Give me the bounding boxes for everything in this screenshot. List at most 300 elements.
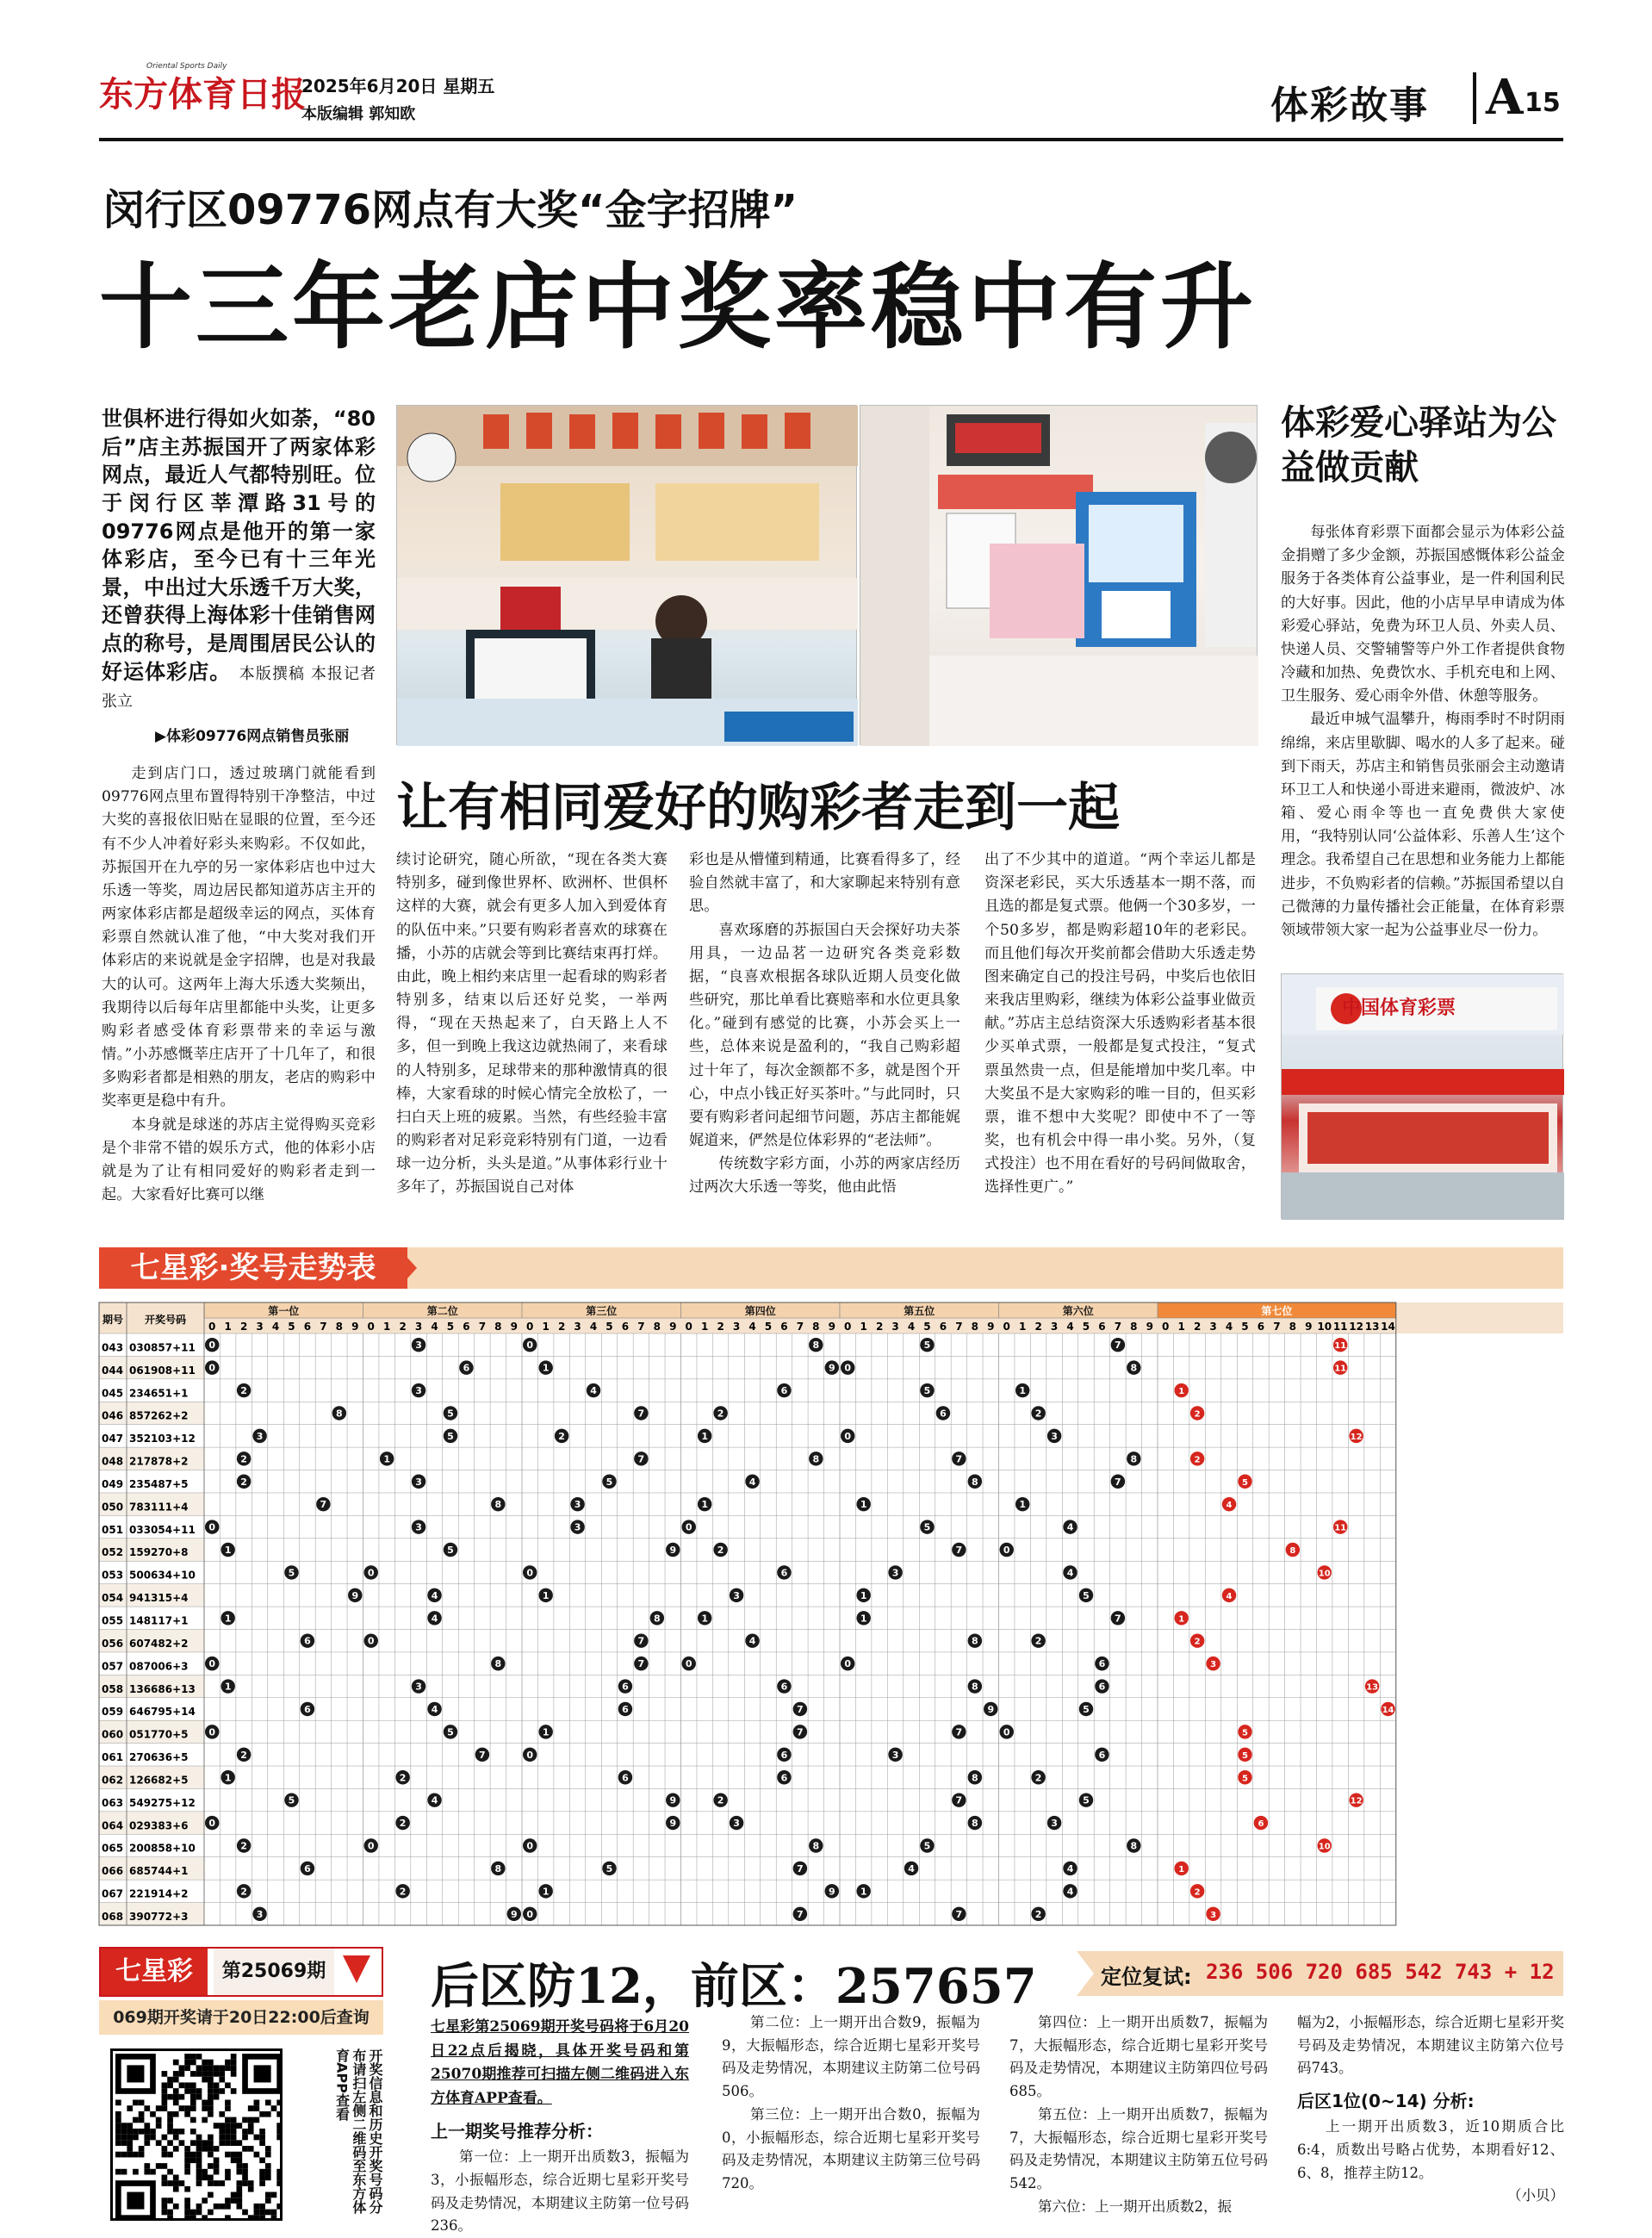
qr-module (133, 2129, 139, 2135)
table-border (99, 1302, 1396, 1925)
front-ball-digit: 0 (208, 1521, 216, 1533)
front-ball-digit: 3 (415, 1476, 422, 1488)
digit-header: 11 (1332, 1321, 1348, 1333)
qr-module (265, 2152, 271, 2158)
digit-header: 14 (1381, 1321, 1395, 1333)
digit-header: 7 (478, 1321, 487, 1333)
qr-module (202, 2215, 208, 2221)
front-ball-digit: 1 (224, 1772, 232, 1784)
qr-module (190, 2105, 196, 2111)
draw-numbers: 221914+2 (129, 1887, 189, 1900)
qr-module (208, 2192, 214, 2198)
paragraph: 第一位：上一期开出质数3，振幅为3，小振幅形态，综合近期七星彩开奖号码及走势情况，本期建议主防第一位号码236。 (431, 2148, 689, 2235)
issue-number: 050 (102, 1501, 124, 1514)
qr-module (196, 2210, 202, 2216)
qr-module (202, 2105, 208, 2111)
issue-number: 063 (102, 1796, 124, 1809)
back-ball-digit: 1 (1178, 1864, 1185, 1874)
back-ball-digit: 5 (1241, 1774, 1248, 1784)
qr-module (248, 2180, 254, 2186)
front-ball-digit: 3 (415, 1521, 422, 1533)
qr-module (173, 2204, 179, 2210)
qr-module (190, 2117, 196, 2123)
qr-module (139, 2117, 145, 2123)
front-ball-digit: 6 (622, 1703, 629, 1715)
front-ball-digit: 1 (224, 1681, 232, 1693)
qr-module (156, 2140, 162, 2146)
qr-module (259, 2210, 265, 2216)
qr-module (236, 2204, 242, 2210)
masthead-rule (99, 138, 1563, 141)
newspaper-logo: 东方体育日报 (99, 75, 306, 115)
front-ball-digit: 5 (923, 1340, 931, 1352)
qr-module (276, 2123, 283, 2129)
digit-header: 7 (796, 1321, 804, 1333)
qr-module (231, 2192, 237, 2198)
back-ball-digit: 12 (1350, 1796, 1363, 1806)
front-ball-digit: 3 (415, 1385, 422, 1397)
qr-finder (127, 2192, 144, 2210)
front-ball-digit: 4 (431, 1589, 438, 1601)
qr-module (184, 2065, 190, 2071)
digit-header: 3 (1050, 1321, 1059, 1333)
sidebar-column (1281, 521, 1565, 942)
front-ball-digit: 6 (622, 1772, 629, 1784)
front-ball-digit: 8 (494, 1499, 502, 1511)
qr-module (208, 2088, 214, 2094)
qr-module (254, 2152, 260, 2158)
qr-module (184, 2152, 190, 2158)
qr-module (208, 2100, 214, 2106)
author-signature: （小贝） (1507, 2187, 1564, 2204)
qr-module (190, 2088, 196, 2094)
qr-module (162, 2204, 168, 2210)
paragraph: 第六位：上一期开出质数2，振 (1038, 2198, 1232, 2215)
front-ball-digit: 1 (860, 1613, 867, 1625)
digit-header: 3 (574, 1321, 581, 1333)
byline: 本版撰稿 本报记者 张立 (102, 664, 376, 712)
qr-module (231, 2065, 237, 2071)
digit-header: 9 (987, 1321, 995, 1333)
qr-module (248, 2117, 254, 2123)
front-ball-digit: 7 (637, 1408, 645, 1420)
front-ball-digit: 3 (415, 1340, 422, 1352)
front-ball-digit: 8 (971, 1818, 978, 1830)
digit-header: 7 (1273, 1321, 1281, 1333)
qr-module (173, 2135, 179, 2141)
draw-numbers: 500634+10 (129, 1569, 196, 1582)
qr-module (259, 2135, 265, 2141)
qr-module (214, 2082, 220, 2088)
qr-module (208, 2210, 214, 2216)
store-counter-photo (396, 405, 857, 745)
front-ball-digit: 6 (622, 1681, 629, 1693)
qr-module (167, 2198, 173, 2204)
draw-numbers: 646795+14 (129, 1706, 196, 1719)
qr-module (190, 2094, 196, 2100)
front-ball-digit: 3 (574, 1499, 581, 1511)
front-ball-digit: 5 (447, 1545, 454, 1557)
qr-module (214, 2180, 220, 2186)
front-ball-digit: 0 (526, 1749, 534, 1761)
qr-module (150, 2111, 156, 2117)
qr-module (190, 2082, 196, 2088)
issue-number: 043 (102, 1341, 124, 1354)
front-ball-digit: 2 (1034, 1908, 1042, 1920)
qr-code-icon[interactable] (110, 2048, 283, 2221)
draw-numbers: 159270+8 (129, 1546, 189, 1559)
qr-module (184, 2146, 190, 2152)
qr-module (167, 2117, 173, 2123)
qr-module (276, 2180, 283, 2186)
front-ball-digit: 0 (685, 1658, 692, 1670)
front-ball-digit: 0 (685, 1521, 692, 1533)
qr-module (208, 2065, 214, 2071)
fixed-combo-label: 定位复试: (1101, 1965, 1192, 1989)
qr-module (162, 2105, 168, 2111)
qr-module (219, 2180, 225, 2186)
front-ball-digit: 6 (780, 1749, 788, 1761)
qr-module (173, 2180, 179, 2186)
analysis-title: 上一期奖号推荐分析： (431, 2121, 603, 2142)
front-ball-digit: 6 (780, 1567, 788, 1579)
qr-module (265, 2111, 271, 2117)
qr-module (219, 2065, 225, 2071)
digit-header: 3 (1209, 1321, 1217, 1333)
draw-numbers: 029383+6 (129, 1819, 189, 1832)
front-ball-digit: 9 (828, 1886, 835, 1898)
qr-module (144, 2163, 150, 2169)
numbers-column-header: 开奖号码 (144, 1314, 187, 1326)
front-ball-digit: 5 (1083, 1589, 1090, 1601)
front-ball-digit: 3 (733, 1818, 740, 1830)
qr-module (276, 2169, 283, 2175)
digit-header: 1 (700, 1321, 709, 1333)
digit-header: 7 (320, 1321, 327, 1333)
qr-module (231, 2123, 237, 2129)
back-ball-digit: 5 (1241, 1728, 1248, 1738)
qr-module (208, 2060, 214, 2066)
front-ball-digit: 0 (526, 1908, 534, 1920)
qr-module (214, 2088, 220, 2094)
paragraph: 第二位：上一期开出合数9，振幅为9，大振幅形态，综合近期七星彩开奖号码及走势情况，本期建议主防第二位号码506。 (722, 2014, 980, 2100)
front-ball-digit: 3 (891, 1567, 899, 1579)
qr-module (231, 2157, 237, 2163)
qr-module (231, 2129, 237, 2135)
digit-header: 1 (382, 1321, 391, 1333)
qr-module (236, 2163, 242, 2169)
lottery-issue: 第25069期 (214, 1949, 334, 1995)
paragraph: 续讨论研究，随心所欲，“现在各类大赛特别多，碰到像世界杯、欧洲杯、世俱杯这样的大赛，就会有更多人加入到爱体育的队伍中来。”只要有购彩者喜欢的球赛在播，小苏的店就会等到比赛结束再打烊。由此，晚上相约来店里一起看球的购彩者特别多，结束以后还好兑奖，一举两得，“现在天热起来了，白天路上人不多，但一到晚上我这边就热闹了，来看球的人特别多，足球带来的那种激情真的很棒，大家看球的时候心情完全放松了，一扫白天上班的疲累。当然，有些经验丰富的购彩者对足彩竞彩特别有门道，一边看球一边分析，头头是道。”从事体彩行业十多年了，苏振国说自己对体 (396, 851, 668, 1197)
front-ball-digit: 8 (1130, 1453, 1138, 1465)
qr-module (202, 2169, 208, 2175)
front-ball-digit: 8 (494, 1862, 502, 1874)
front-ball-digit: 2 (240, 1385, 247, 1397)
front-ball-digit: 1 (1019, 1385, 1027, 1397)
front-ball-digit: 7 (1115, 1476, 1121, 1488)
back-ball-digit: 5 (1241, 1477, 1248, 1488)
front-ball-digit: 8 (494, 1658, 502, 1670)
section-title: 体彩故事 (1270, 84, 1429, 127)
lottery-store-front-photo (1281, 973, 1563, 1219)
qr-module (184, 2105, 190, 2111)
qr-module (214, 2169, 220, 2175)
front-ball-digit: 0 (844, 1430, 852, 1442)
qr-module (219, 2129, 225, 2135)
qr-module (236, 2198, 242, 2204)
qr-module (190, 2100, 196, 2106)
analysis-column-3 (1009, 2011, 1268, 2218)
qr-module (173, 2174, 179, 2180)
front-ball-digit: 1 (701, 1499, 709, 1511)
qr-module (208, 2180, 214, 2186)
front-ball-digit: 4 (431, 1703, 438, 1715)
back-ball-digit: 10 (1318, 1842, 1331, 1852)
qr-module (276, 2174, 283, 2180)
draw-numbers: 235487+5 (129, 1477, 189, 1490)
draw-numbers: 126682+5 (129, 1774, 189, 1787)
front-ball-digit: 8 (1130, 1362, 1138, 1374)
digit-header: 6 (463, 1321, 470, 1333)
qr-module (248, 2123, 254, 2129)
qr-module (115, 2129, 121, 2135)
qr-finder (127, 2065, 144, 2082)
qr-module (162, 2163, 168, 2169)
digit-header: 1 (542, 1321, 550, 1333)
qr-module (214, 2094, 220, 2100)
front-ball-digit: 6 (304, 1703, 311, 1715)
front-ball-digit: 6 (780, 1385, 788, 1397)
front-ball-digit: 8 (971, 1476, 978, 1488)
qr-module (190, 2054, 196, 2060)
analysis-column-4 (1297, 2011, 1564, 2208)
qr-module (196, 2152, 202, 2158)
digit-header: 0 (367, 1321, 375, 1333)
back-ball-digit: 10 (1318, 1569, 1331, 1579)
qr-module (162, 2071, 168, 2077)
qr-module (196, 2146, 202, 2152)
qr-module (144, 2169, 150, 2175)
qr-module (190, 2129, 196, 2135)
draw-numbers: 549275+12 (129, 1796, 196, 1809)
front-ball-digit: 1 (542, 1726, 550, 1738)
digit-header: 9 (828, 1321, 835, 1333)
qr-module (248, 2146, 254, 2152)
qr-module (225, 2215, 231, 2221)
trend-title-arrow (398, 1247, 417, 1289)
qr-module (236, 2152, 242, 2158)
qr-module (190, 2060, 196, 2066)
front-ball-digit: 3 (574, 1521, 581, 1533)
qr-module (225, 2204, 231, 2210)
qr-module (259, 2180, 265, 2186)
qr-module (259, 2157, 265, 2163)
front-ball-digit: 7 (955, 1545, 963, 1557)
qr-module (219, 2204, 225, 2210)
digit-header: 2 (399, 1321, 407, 1333)
front-ball-digit: 2 (399, 1818, 407, 1830)
front-ball-digit: 7 (955, 1908, 963, 1920)
digit-header: 2 (239, 1321, 248, 1333)
front-ball-digit: 0 (208, 1818, 216, 1830)
qr-module (115, 2169, 121, 2175)
digit-header: 5 (446, 1321, 455, 1333)
qr-module (167, 2169, 173, 2175)
digit-header: 8 (653, 1321, 661, 1333)
front-ball-digit: 0 (367, 1567, 375, 1579)
digit-header: 3 (891, 1321, 899, 1333)
lead-text: 世俱杯进行得如火如荼，“80后”店主苏振国开了两家体彩网点，最近人气都特别旺。位于闵行区莘潭路31号的09776网点是他开的第一家体彩店，至今已有十三年光景，中出过大乐透千万大奖，还曾获得上海体彩十佳销售网点的称号，是周围居民公认的好运体彩店。 (102, 407, 376, 684)
position-header: 第七位 (1261, 1305, 1293, 1317)
page-number: 15 (1525, 88, 1561, 118)
issue-column-header: 期号 (102, 1314, 124, 1326)
qr-module (167, 2210, 173, 2216)
front-ball-digit: 0 (844, 1362, 852, 1374)
digit-header: 1 (860, 1321, 867, 1333)
paragraph: 每张体育彩票下面都会显示为体彩公益金捐赠了多少金额，苏振国感慨体彩公益金服务于各类体育公益事业，是一件利国利民的大好事。因此，他的小店早早申请成为体彩爱心驿站，免费为环卫人员、外卖人员、快递人员、交警辅警等户外工作者提供食物冷藏和加热、免费饮水、手机充电和上网、卫生服务、爱心雨伞外借、休憩等服务。 (1281, 524, 1565, 706)
front-ball-digit: 2 (1034, 1635, 1042, 1647)
paragraph: 喜欢琢磨的苏振国白天会探好功夫茶用具，一边品茗一边研究各类竞彩数据，“良喜欢根据各球队近期人员变化做些研究，那比单看比赛赔率和水位更具象化。”碰到有感觉的比赛，小苏会买上一些，总体来说是盈利的，“我自己购彩超过十年了，每次金额都不多，就是图个开心，中点小钱正好买茶叶。”与此同时，只要有购彩者问起细节问题，苏店主都能娓娓道来，俨然是位体彩界的“老法师”。 (689, 921, 960, 1150)
qr-module (202, 2100, 208, 2106)
front-ball-digit: 2 (240, 1476, 247, 1488)
qr-module (225, 2174, 231, 2180)
qr-module (225, 2169, 231, 2175)
qr-module (184, 2210, 190, 2216)
front-ball-digit: 8 (971, 1772, 978, 1784)
qr-module (133, 2135, 139, 2141)
front-ball-digit: 8 (1130, 1840, 1138, 1852)
store-sign-text: 中国体育彩票 (1342, 998, 1456, 1019)
qr-module (115, 2111, 121, 2117)
qr-module (156, 2163, 162, 2169)
subheadline: 让有相同爱好的购彩者走到一起 (396, 778, 1120, 838)
digit-header: 6 (1098, 1321, 1106, 1333)
front-ball-digit: 4 (431, 1613, 438, 1625)
draw-numbers: 234651+1 (129, 1387, 189, 1400)
digit-header: 4 (589, 1321, 598, 1333)
qr-module (225, 2100, 231, 2106)
front-ball-digit: 3 (733, 1589, 740, 1601)
qr-module (190, 2152, 196, 2158)
front-ball-digit: 1 (224, 1613, 232, 1625)
front-ball-digit: 5 (923, 1521, 931, 1533)
qr-module (179, 2065, 185, 2071)
qr-module (265, 2192, 271, 2198)
draw-numbers: 783111+4 (129, 1501, 189, 1514)
trend-table (99, 1302, 1563, 1925)
qr-module (162, 2174, 168, 2180)
digit-header: 8 (812, 1321, 820, 1333)
qr-module (214, 2146, 220, 2152)
qr-module (254, 2210, 260, 2216)
front-ball-digit: 5 (1083, 1794, 1090, 1806)
qr-module (184, 2215, 190, 2221)
qr-module (179, 2082, 185, 2088)
issue-number: 065 (102, 1842, 124, 1855)
qr-module (184, 2169, 190, 2175)
issue-number: 057 (102, 1660, 124, 1673)
qr-module (115, 2100, 121, 2106)
back-ball-digit: 3 (1210, 1910, 1217, 1920)
draw-numbers: 941315+4 (129, 1592, 189, 1605)
draw-numbers: 270636+5 (129, 1751, 189, 1764)
digit-header: 5 (1082, 1321, 1090, 1333)
qr-module (127, 2129, 133, 2135)
draw-numbers: 148117+1 (129, 1614, 189, 1627)
qr-module (271, 2192, 277, 2198)
digit-header: 3 (414, 1321, 423, 1333)
fixed-combo-value: 236 506 720 685 542 743 + 12 (1206, 1960, 1555, 1984)
qr-module (184, 2163, 190, 2169)
front-ball-digit: 1 (1019, 1499, 1027, 1511)
back-ball-digit: 14 (1382, 1705, 1394, 1715)
qr-module (127, 2152, 133, 2158)
qr-module (236, 2123, 242, 2129)
front-ball-digit: 9 (669, 1794, 677, 1806)
qr-instruction: 开奖信息和历史开奖号码分布请扫左侧二维码至东方体育APP查看 (333, 2048, 383, 2214)
qr-module (190, 2210, 196, 2216)
qr-module (144, 2140, 150, 2146)
front-ball-digit: 7 (797, 1703, 804, 1715)
front-ball-digit: 8 (971, 1635, 978, 1647)
qr-module (208, 2135, 214, 2141)
issue-number: 044 (102, 1364, 124, 1377)
qr-module (196, 2071, 202, 2077)
qr-module (208, 2082, 214, 2088)
qr-module (202, 2071, 208, 2077)
digit-header: 9 (1146, 1321, 1153, 1333)
qr-module (173, 2088, 179, 2094)
qr-module (242, 2117, 248, 2123)
issue-number: 051 (102, 1523, 124, 1536)
front-ball-digit: 5 (447, 1430, 454, 1442)
qr-module (242, 2129, 248, 2135)
digit-header: 0 (526, 1321, 534, 1333)
newspaper-logo-en: Oriental Sports Daily (146, 62, 227, 71)
digit-header: 4 (431, 1321, 438, 1333)
digit-header: 5 (1241, 1321, 1249, 1333)
qr-module (133, 2169, 139, 2175)
front-ball-digit: 3 (1051, 1430, 1058, 1442)
digit-header: 4 (1066, 1321, 1074, 1333)
front-ball-digit: 2 (717, 1408, 724, 1420)
qr-module (196, 2088, 202, 2094)
draw-numbers: 061908+11 (129, 1364, 196, 1377)
qr-module (115, 2123, 121, 2129)
qr-finder (254, 2065, 271, 2082)
front-ball-digit: 1 (701, 1430, 709, 1442)
qr-module (225, 2123, 231, 2129)
qr-module (236, 2157, 242, 2163)
qr-module (259, 2215, 265, 2221)
qr-module (196, 2163, 202, 2169)
front-ball-digit: 7 (479, 1749, 486, 1761)
qr-module (214, 2157, 220, 2163)
digit-header: 0 (685, 1321, 692, 1333)
qr-module (208, 2174, 214, 2180)
front-ball-digit: 2 (399, 1886, 407, 1898)
digit-header: 1 (224, 1321, 232, 1333)
digit-header: 8 (1130, 1321, 1138, 1333)
store-interior-photo (860, 405, 1258, 745)
back-ball-digit: 4 (1226, 1501, 1233, 1511)
qr-module (276, 2135, 283, 2141)
qr-module (156, 2123, 162, 2129)
front-ball-digit: 8 (812, 1840, 820, 1852)
qr-module (225, 2198, 231, 2204)
draw-numbers: 607482+2 (129, 1637, 189, 1650)
paragraph: 第四位：上一期开出质数7，振幅为7，大振幅形态，综合近期七星彩开奖号码及走势情况，本期建议主防第四位号码685。 (1009, 2014, 1268, 2100)
